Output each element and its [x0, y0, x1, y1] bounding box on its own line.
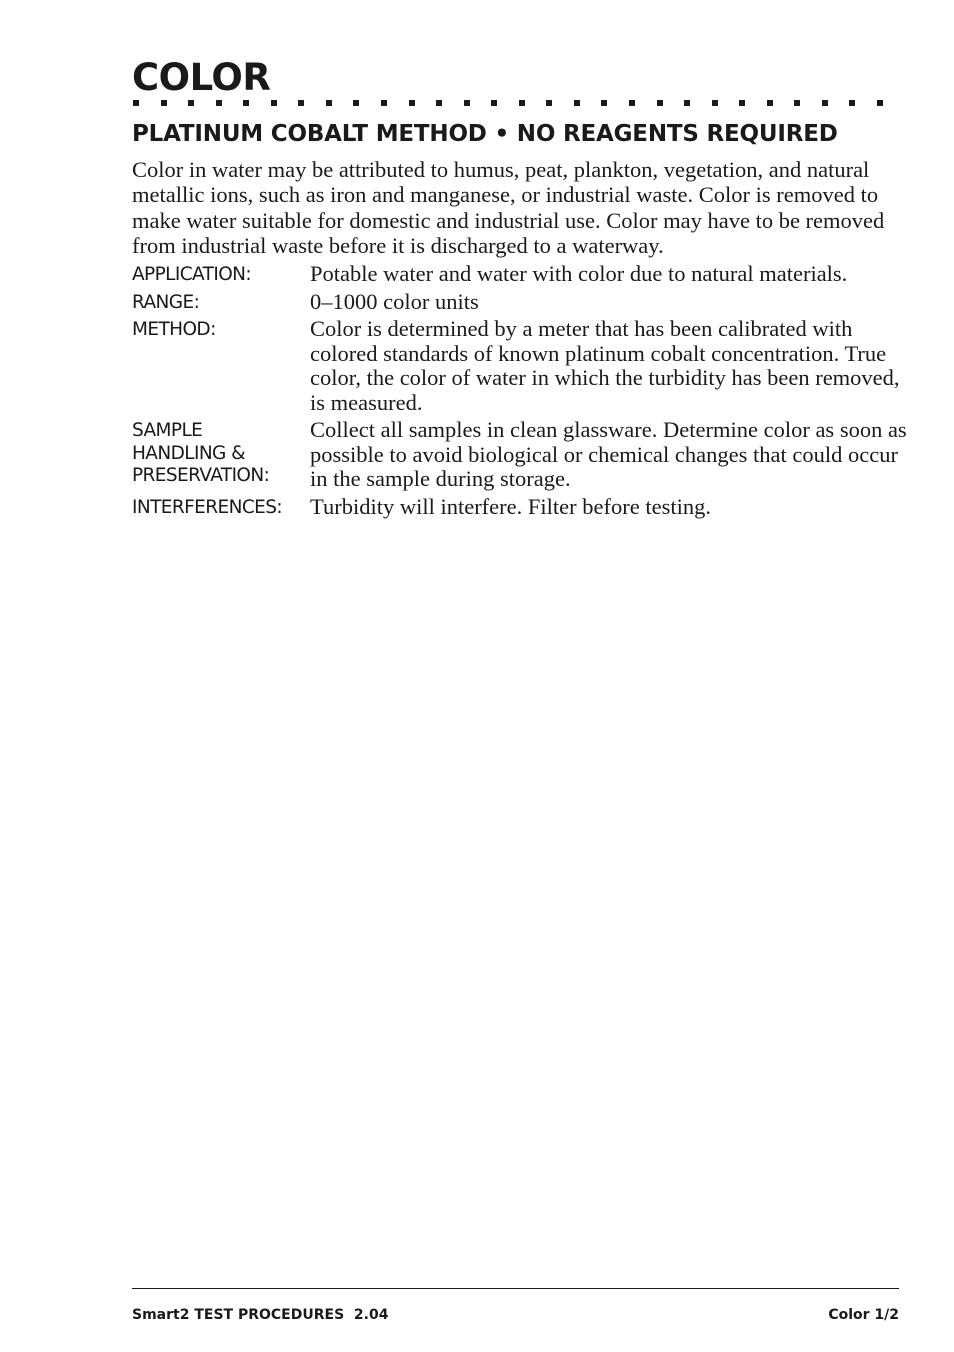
rule-dot [574, 100, 580, 106]
rule-dot [491, 100, 497, 106]
rule-dot [464, 100, 470, 106]
rule-dot [409, 100, 415, 106]
rule-dot [767, 100, 773, 106]
sample-handling-label [132, 418, 310, 492]
rule-dot [133, 100, 139, 106]
sample-label-line2: HANDLING & [132, 442, 245, 464]
rule-dot [849, 100, 855, 106]
rule-dot [657, 100, 663, 106]
rule-dot [794, 100, 800, 106]
sample-handling-value: Collect all samples in clean glassware. Determine color as soon as possible to avoid biological or chemical changes that could occur in the sample during storage. [310, 417, 907, 491]
range-value: 0–1000 color units [310, 288, 479, 314]
application-value: Potable water and water with color due to natural materials. [310, 261, 848, 286]
rule-dot [712, 100, 718, 106]
rule-dot [188, 100, 194, 106]
method-value: Color is determined by a meter that has been calibrated with colored standards of known platinum cobalt concentration. True color, the color of water in which the turbidity has been removed, is measured. [310, 316, 900, 415]
field-sample-handling [132, 418, 912, 492]
rule-dot [161, 100, 167, 106]
rule-dot [629, 100, 635, 106]
interferences-label: INTERFERENCES: [132, 496, 283, 518]
rule-dot [326, 100, 332, 106]
rule-dot [353, 100, 359, 106]
sample-label-line1: SAMPLE [132, 420, 203, 441]
method-label: METHOD: [132, 319, 216, 340]
rule-dot [381, 100, 387, 106]
field-application [132, 262, 912, 287]
footer-page-label: Color 1/2 [828, 1307, 899, 1323]
rule-dot [519, 100, 525, 106]
rule-dot [216, 100, 222, 106]
rule-dot [298, 100, 304, 106]
field-list [132, 262, 912, 522]
range-label: RANGE: [132, 291, 200, 313]
footer-left-text: Smart2 TEST PROCEDURES 2.04 [132, 1307, 389, 1323]
rule-dot [877, 100, 883, 106]
rule-dot [822, 100, 828, 106]
footer-rule [132, 1288, 899, 1289]
page-subtitle: PLATINUM COBALT METHOD • NO REAGENTS REQUIRED [132, 121, 838, 147]
intro-paragraph: Color in water may be attributed to humus, peat, plankton, vegetation, and natural metallic ions, such as iron and manganese, or industrial waste. Color is removed to make water suitable for domestic and industrial use. Color may have to be removed from industrial waste before it is discharged to a waterway. [132, 157, 885, 258]
rule-dot [243, 100, 249, 106]
rule-dot [739, 100, 745, 106]
field-range [132, 290, 912, 315]
field-method [132, 317, 912, 415]
field-interferences [132, 495, 912, 520]
rule-dot [546, 100, 552, 106]
rule-dot [271, 100, 277, 106]
sample-label-line3: PRESERVATION: [132, 465, 270, 486]
page-title: COLOR [132, 56, 271, 99]
dotted-rule [133, 100, 883, 107]
rule-dot [684, 100, 690, 106]
application-label: APPLICATION: [132, 264, 252, 285]
rule-dot [436, 100, 442, 106]
interferences-value: Turbidity will interfere. Filter before testing. [310, 493, 711, 519]
rule-dot [601, 100, 607, 106]
